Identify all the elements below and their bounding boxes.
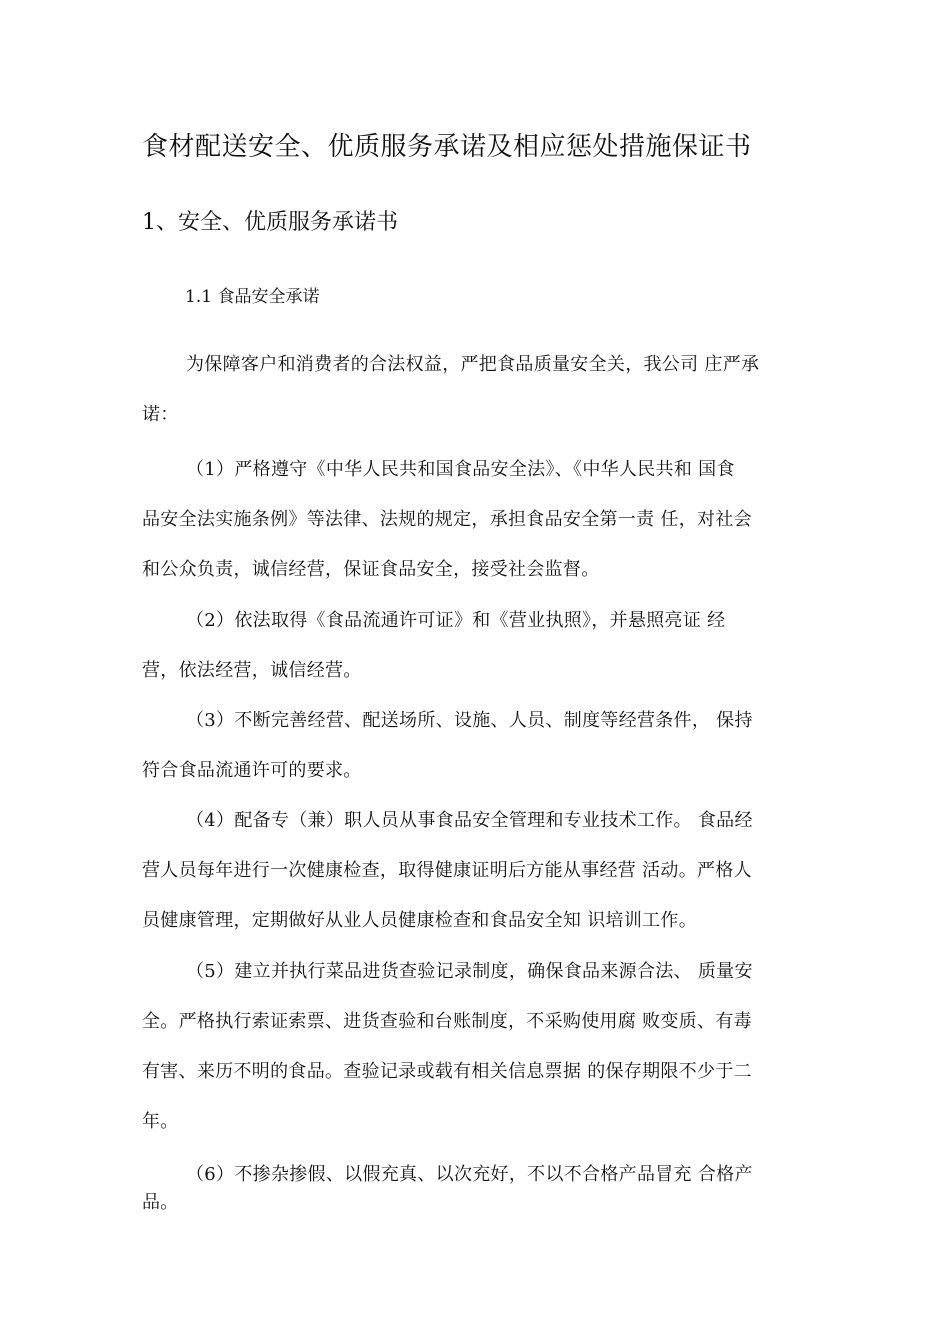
paragraph-line: 和公众负责，诚信经营，保证食品安全，接受社会监督。 [142, 559, 600, 580]
paragraph-line: （1）严格遵守《中华人民共和国食品安全法》、《中华人民共和 国食 [186, 459, 735, 480]
paragraph-line: 年。 [142, 1111, 179, 1132]
paragraph-line: 有害、来历不明的食品。查验记录或载有相关信息票据 的保存期限不少于二 [142, 1061, 752, 1082]
paragraph-line: （6）不掺杂掺假、以假充真、以次充好，不以不合格产品冒充 合格产 [186, 1164, 753, 1185]
subsection-heading: 1.1 食品安全承诺 [185, 287, 320, 307]
paragraph-line: 为保障客户和消费者的合法权益，严把食品质量安全关，我公司 庄严承 [186, 354, 760, 375]
document-title: 食材配送安全、优质服务承诺及相应惩处措施保证书 [142, 132, 752, 162]
paragraph-line: 营，依法经营，诚信经营。 [142, 660, 362, 681]
paragraph-line: 符合食品流通许可的要求。 [142, 760, 362, 781]
paragraph-line: （5）建立并执行菜品进货查验记录制度，确保食品来源合法、 质量安 [186, 961, 753, 982]
paragraph-line: 品。 [142, 1192, 179, 1213]
section-heading: 1、安全、优质服务承诺书 [142, 210, 398, 235]
paragraph-line: （3）不断完善经营、配送场所、设施、人员、制度等经营条件， 保持 [186, 710, 753, 731]
paragraph-line: （2）依法取得《食品流通许可证》和《营业执照》，并悬照亮证 经 [186, 610, 726, 631]
paragraph-line: 全。严格执行索证索票、进货查验和台账制度，不采购使用腐 败变质、有毒 [142, 1011, 752, 1032]
paragraph-line: 诺： [142, 404, 179, 425]
paragraph-line: 品安全法实施条例》等法律、法规的规定，承担食品安全第一责 任，对社会 [142, 509, 752, 530]
paragraph-line: 营人员每年进行一次健康检查，取得健康证明后方能从事经营 活动。严格人 [142, 860, 752, 881]
paragraph-line: （4）配备专（兼）职人员从事食品安全管理和专业技术工作。 食品经 [186, 810, 753, 831]
paragraph-line: 员健康管理，定期做好从业人员健康检查和食品安全知 识培训工作。 [142, 910, 698, 931]
